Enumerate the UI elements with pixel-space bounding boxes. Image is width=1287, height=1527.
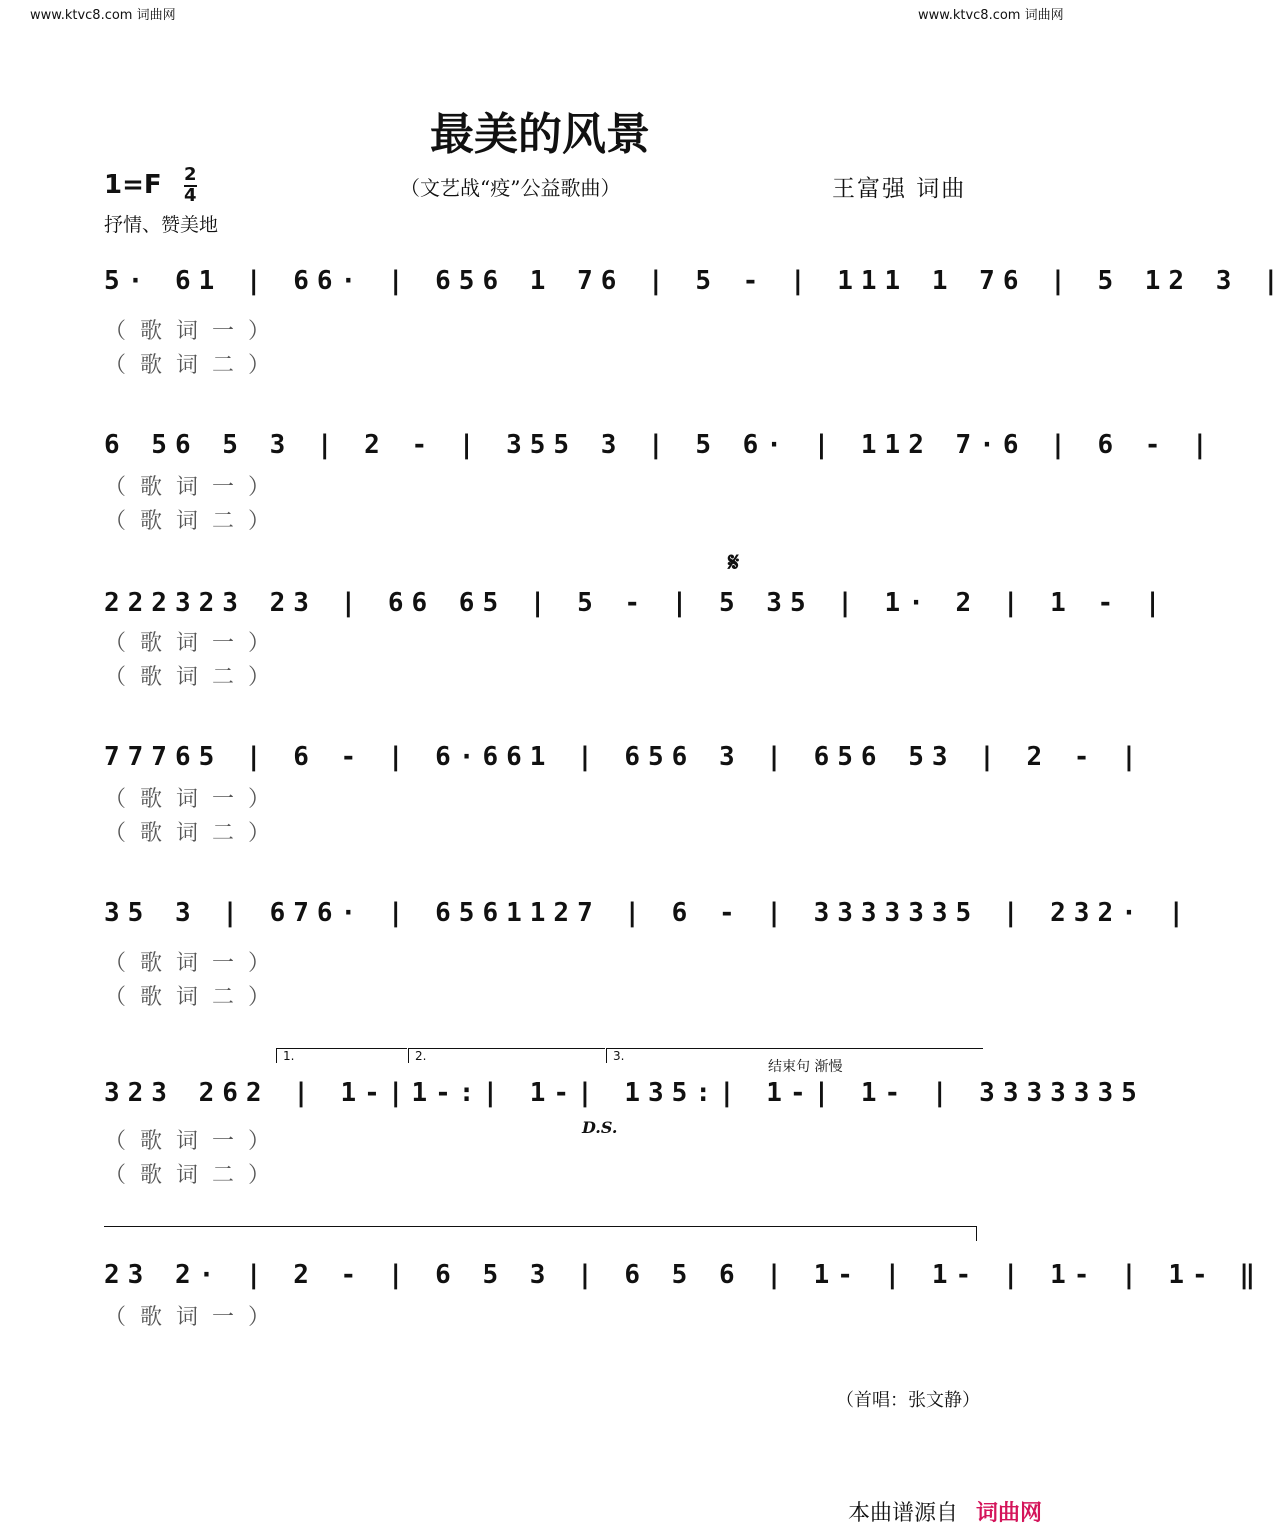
- notation-row-4: 77765 | 6 - | 6·661 | 656 3 | 656 53 | 2 - |: [104, 742, 1145, 772]
- lyric-row-1-verse-2: （歌词二）: [104, 353, 285, 378]
- lyric-row-2-verse-1: （歌词一）: [104, 475, 285, 500]
- notation-row-6: 323 262 | 1-|1-:| 1-| 135:| 1-| 1- | 3333335: [104, 1078, 1145, 1108]
- time-signature: [184, 166, 197, 205]
- volta-2: 2.: [408, 1048, 605, 1063]
- coda-bracket: [104, 1226, 977, 1241]
- lyric-row-2-verse-2: （歌词二）: [104, 509, 285, 534]
- footer-text: 本曲谱源自: [848, 1501, 959, 1526]
- song-title: 最美的风景: [430, 109, 650, 160]
- lyric-row-5-verse-2: （歌词二）: [104, 985, 285, 1010]
- lyric-row-5-verse-1: （歌词一）: [104, 951, 285, 976]
- lyric-row-6-verse-1: （歌词一）: [104, 1129, 285, 1154]
- footer-brand-link[interactable]: 词曲网: [976, 1501, 1043, 1526]
- segno-sign: 𝄋: [728, 548, 740, 578]
- footer-credit: [848, 1496, 1042, 1527]
- lyric-row-3-verse-2: （歌词二）: [104, 665, 285, 690]
- notation-row-7: 23 2· | 2 - | 6 5 3 | 6 5 6 | 1- | 1- | 1- | 1- ‖: [104, 1260, 1264, 1290]
- lyric-row-1-verse-1: （歌词一）: [104, 319, 285, 344]
- lyric-row-3-verse-1: （歌词一）: [104, 631, 285, 656]
- source-watermark-right: www.ktvc8.com 词曲网: [918, 8, 1064, 23]
- meter-top: 2: [184, 164, 197, 185]
- lyric-row-7-verse-1: （歌词一）: [104, 1305, 285, 1330]
- meter-bottom: 4: [184, 185, 197, 206]
- tempo-marking: 抒情、赞美地: [104, 214, 219, 236]
- author-credit: 王富强 词曲: [832, 176, 967, 202]
- key-signature: 1=F: [104, 170, 162, 200]
- original-singer: （首唱：张文静）: [836, 1390, 980, 1411]
- notation-row-3: 222323 23 | 66 65 | 5 - | 5 35 | 1· 2 | 1 - |: [104, 588, 1169, 618]
- coda-instruction: 结束句 渐慢: [768, 1059, 843, 1075]
- notation-row-2: 6 56 5 3 | 2 - | 355 3 | 5 6· | 112 7·6 | 6 - |: [104, 430, 1216, 460]
- lyric-row-4-verse-2: （歌词二）: [104, 821, 285, 846]
- dal-segno-marker: D.S.: [582, 1118, 618, 1137]
- notation-row-1: 5· 61 | 66· | 656 1 76 | 5 - | 111 1 76 | 5 12 3 |: [104, 266, 1287, 296]
- notation-row-5: 35 3 | 676· | 6561127 | 6 - | 3333335 | 232· |: [104, 898, 1193, 928]
- volta-3: 3.: [606, 1048, 983, 1063]
- lyric-row-6-verse-2: （歌词二）: [104, 1163, 285, 1188]
- lyric-row-4-verse-1: （歌词一）: [104, 787, 285, 812]
- source-watermark-left: www.ktvc8.com 词曲网: [30, 8, 176, 23]
- subtitle: （文艺战“疫”公益歌曲）: [400, 176, 621, 200]
- volta-1: 1.: [276, 1048, 407, 1063]
